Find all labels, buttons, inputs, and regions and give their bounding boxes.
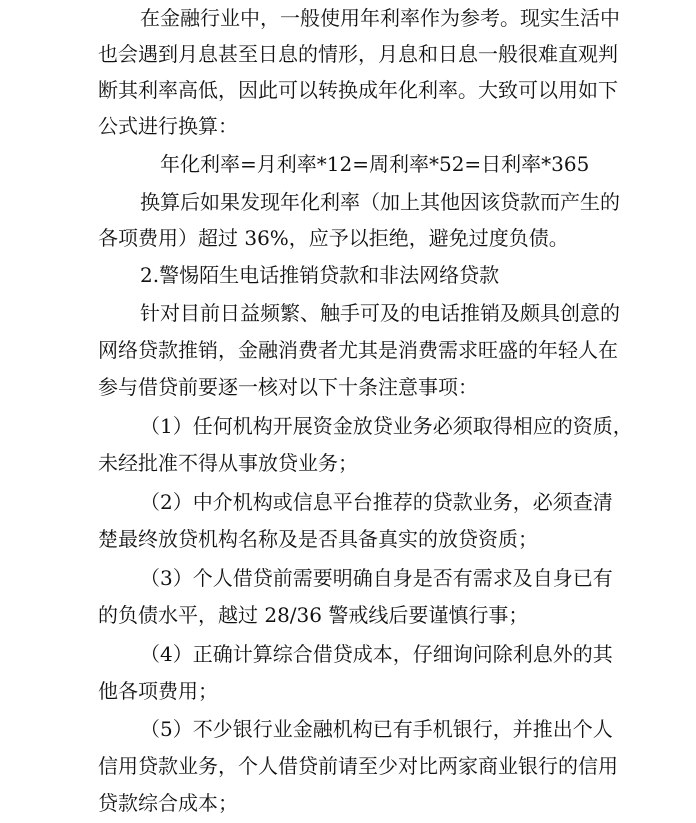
paragraph-2-line-1: 换算后如果发现年化利率（加上其他因该贷款而产生的	[140, 190, 620, 214]
paragraph-3-line-1: 针对目前日益频繁、触手可及的电话推销及颇具创意的	[140, 301, 620, 325]
item-3-line-2: 的负债水平，越过 28/36 警戒线后要谨慎行事；	[98, 603, 529, 627]
item-5-line-1: （5）不少银行业金融机构已有手机银行，并推出个人	[140, 717, 613, 741]
item-2-line-1: （2）中介机构或信息平台推荐的贷款业务，必须查清	[140, 490, 613, 514]
item-1-line-2: 未经批准不得从事放贷业务；	[98, 451, 358, 475]
paragraph-1-line-4: 公式进行换算：	[98, 114, 238, 138]
item-5-line-2: 信用贷款业务，个人借贷前请至少对比两家商业银行的信用	[98, 754, 618, 778]
item-5-line-3: 贷款综合成本；	[98, 791, 238, 815]
paragraph-1-line-1: 在金融行业中，一般使用年利率作为参考。现实生活中	[140, 6, 620, 30]
paragraph-3-line-2: 网络贷款推销，金融消费者尤其是消费需求旺盛的年轻人在	[98, 338, 618, 362]
item-1-line-1: （1）任何机构开展资金放贷业务必须取得相应的资质，	[140, 414, 633, 438]
paragraph-1-line-2: 也会遇到月息甚至日息的情形，月息和日息一般很难直观判	[98, 42, 618, 66]
section-heading-2: 2.警惕陌生电话推销贷款和非法网络贷款	[140, 263, 500, 287]
paragraph-1-line-3: 断其利率高低，因此可以转换成年化利率。大致可以用如下	[98, 78, 618, 102]
item-2-line-2: 楚最终放贷机构名称及是否具备真实的放贷资质；	[98, 527, 538, 551]
paragraph-2-line-2: 各项费用）超过 36%，应予以拒绝，避免过度负债。	[98, 226, 569, 250]
item-4-line-1: （4）正确计算综合借贷成本，仔细询问除利息外的其	[140, 642, 613, 666]
item-3-line-1: （3）个人借贷前需要明确自身是否有需求及自身已有	[140, 566, 613, 590]
item-4-line-2: 他各项费用；	[98, 679, 218, 703]
rate-conversion-formula: 年化利率=月利率*12=周利率*52=日利率*365	[160, 152, 590, 176]
paragraph-3-line-3: 参与借贷前要逐一核对以下十条注意事项：	[98, 375, 478, 399]
